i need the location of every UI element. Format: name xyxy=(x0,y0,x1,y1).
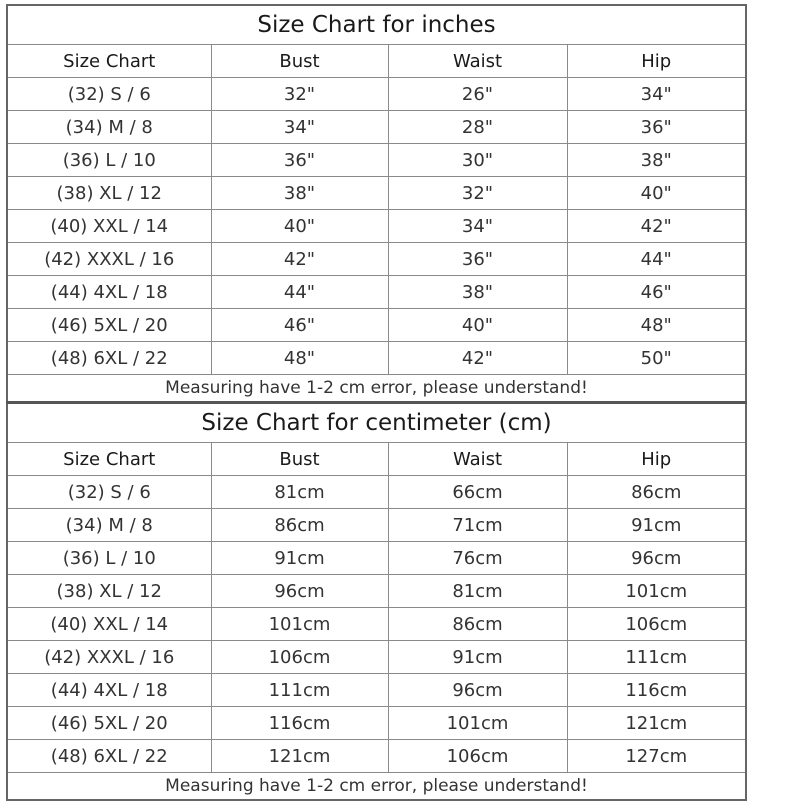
table-row xyxy=(7,641,746,674)
size-cell: (36) L / 10 xyxy=(7,144,211,177)
waist-cell: 40" xyxy=(388,309,567,342)
inches-title-row xyxy=(7,5,746,45)
cm-note-row xyxy=(7,773,746,801)
table-row xyxy=(7,740,746,773)
cm-title-row xyxy=(7,403,746,443)
size-cell: (46) 5XL / 20 xyxy=(7,707,211,740)
bust-cell: 96cm xyxy=(211,575,388,608)
waist-cell: 32" xyxy=(388,177,567,210)
hip-cell: 127cm xyxy=(567,740,746,773)
cm-error-note: Measuring have 1-2 cm error, please understand! xyxy=(7,773,746,801)
hip-cell: 101cm xyxy=(567,575,746,608)
waist-cell: 71cm xyxy=(388,509,567,542)
hip-cell: 42" xyxy=(567,210,746,243)
hip-cell: 40" xyxy=(567,177,746,210)
size-cell: (48) 6XL / 22 xyxy=(7,342,211,375)
size-cell: (34) M / 8 xyxy=(7,509,211,542)
bust-cell: 121cm xyxy=(211,740,388,773)
hip-cell: 34" xyxy=(567,78,746,111)
header-bust: Bust xyxy=(211,443,388,476)
cm-title: Size Chart for centimeter (cm) xyxy=(7,403,746,443)
size-cell: (34) M / 8 xyxy=(7,111,211,144)
bust-cell: 81cm xyxy=(211,476,388,509)
header-waist: Waist xyxy=(388,443,567,476)
bust-cell: 40" xyxy=(211,210,388,243)
waist-cell: 81cm xyxy=(388,575,567,608)
waist-cell: 91cm xyxy=(388,641,567,674)
table-row xyxy=(7,575,746,608)
hip-cell: 50" xyxy=(567,342,746,375)
table-row xyxy=(7,476,746,509)
size-cell: (42) XXXL / 16 xyxy=(7,641,211,674)
waist-cell: 42" xyxy=(388,342,567,375)
bust-cell: 38" xyxy=(211,177,388,210)
header-hip: Hip xyxy=(567,45,746,78)
bust-cell: 44" xyxy=(211,276,388,309)
bust-cell: 42" xyxy=(211,243,388,276)
size-chart-sheet xyxy=(6,4,745,801)
inches-title: Size Chart for inches xyxy=(7,5,746,45)
waist-cell: 38" xyxy=(388,276,567,309)
bust-cell: 116cm xyxy=(211,707,388,740)
table-row xyxy=(7,276,746,309)
header-waist: Waist xyxy=(388,45,567,78)
inches-note-row xyxy=(7,375,746,403)
size-cell: (46) 5XL / 20 xyxy=(7,309,211,342)
hip-cell: 44" xyxy=(567,243,746,276)
size-cell: (38) XL / 12 xyxy=(7,177,211,210)
table-row xyxy=(7,243,746,276)
waist-cell: 101cm xyxy=(388,707,567,740)
bust-cell: 106cm xyxy=(211,641,388,674)
hip-cell: 111cm xyxy=(567,641,746,674)
hip-cell: 36" xyxy=(567,111,746,144)
table-row xyxy=(7,674,746,707)
bust-cell: 91cm xyxy=(211,542,388,575)
bust-cell: 86cm xyxy=(211,509,388,542)
size-cell: (36) L / 10 xyxy=(7,542,211,575)
header-hip: Hip xyxy=(567,443,746,476)
table-row xyxy=(7,210,746,243)
waist-cell: 30" xyxy=(388,144,567,177)
inches-header-row xyxy=(7,45,746,78)
header-bust: Bust xyxy=(211,45,388,78)
size-cell: (38) XL / 12 xyxy=(7,575,211,608)
inches-error-note: Measuring have 1-2 cm error, please understand! xyxy=(7,375,746,403)
size-cell: (48) 6XL / 22 xyxy=(7,740,211,773)
table-row xyxy=(7,309,746,342)
size-cell: (32) S / 6 xyxy=(7,78,211,111)
waist-cell: 34" xyxy=(388,210,567,243)
table-row xyxy=(7,177,746,210)
table-row xyxy=(7,78,746,111)
bust-cell: 32" xyxy=(211,78,388,111)
header-size: Size Chart xyxy=(7,443,211,476)
waist-cell: 86cm xyxy=(388,608,567,641)
hip-cell: 116cm xyxy=(567,674,746,707)
size-cell: (40) XXL / 14 xyxy=(7,608,211,641)
bust-cell: 46" xyxy=(211,309,388,342)
bust-cell: 34" xyxy=(211,111,388,144)
bust-cell: 48" xyxy=(211,342,388,375)
size-cell: (44) 4XL / 18 xyxy=(7,674,211,707)
table-row xyxy=(7,111,746,144)
size-cell: (40) XXL / 14 xyxy=(7,210,211,243)
table-row xyxy=(7,342,746,375)
waist-cell: 76cm xyxy=(388,542,567,575)
hip-cell: 106cm xyxy=(567,608,746,641)
waist-cell: 36" xyxy=(388,243,567,276)
size-cell: (42) XXXL / 16 xyxy=(7,243,211,276)
hip-cell: 46" xyxy=(567,276,746,309)
bust-cell: 36" xyxy=(211,144,388,177)
bust-cell: 111cm xyxy=(211,674,388,707)
table-row xyxy=(7,608,746,641)
waist-cell: 106cm xyxy=(388,740,567,773)
hip-cell: 38" xyxy=(567,144,746,177)
hip-cell: 48" xyxy=(567,309,746,342)
size-chart-table xyxy=(6,4,747,801)
waist-cell: 66cm xyxy=(388,476,567,509)
waist-cell: 96cm xyxy=(388,674,567,707)
header-size: Size Chart xyxy=(7,45,211,78)
waist-cell: 26" xyxy=(388,78,567,111)
bust-cell: 101cm xyxy=(211,608,388,641)
cm-header-row xyxy=(7,443,746,476)
table-row xyxy=(7,707,746,740)
table-row xyxy=(7,542,746,575)
size-cell: (32) S / 6 xyxy=(7,476,211,509)
hip-cell: 91cm xyxy=(567,509,746,542)
hip-cell: 86cm xyxy=(567,476,746,509)
hip-cell: 121cm xyxy=(567,707,746,740)
table-row xyxy=(7,509,746,542)
hip-cell: 96cm xyxy=(567,542,746,575)
table-row xyxy=(7,144,746,177)
size-cell: (44) 4XL / 18 xyxy=(7,276,211,309)
waist-cell: 28" xyxy=(388,111,567,144)
